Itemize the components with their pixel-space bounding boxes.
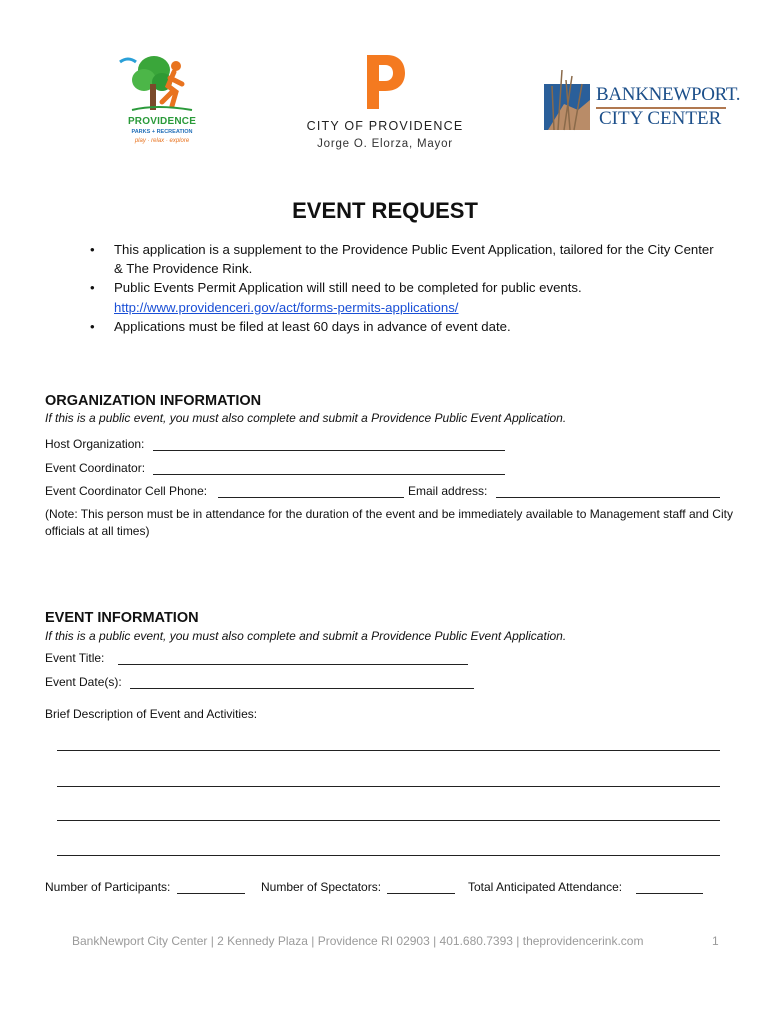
page-number: 1 <box>712 934 719 948</box>
email-address-field[interactable] <box>496 497 720 498</box>
spectators-field[interactable] <box>387 893 455 894</box>
attendance-label: Total Anticipated Attendance: <box>468 880 623 894</box>
coordinator-cell-field[interactable] <box>218 497 404 498</box>
banknewport-city-center-logo <box>544 70 741 136</box>
permits-link[interactable]: http://www.providenceri.gov/act/forms-permits-applications/ <box>114 299 459 315</box>
event-description-label: Brief Description of Event and Activities: <box>45 707 258 721</box>
event-dates-label: Event Date(s): <box>45 675 122 689</box>
host-organization-label: Host Organization: <box>45 437 145 451</box>
event-title-label: Event Title: <box>45 651 105 665</box>
attendance-field[interactable] <box>636 893 703 894</box>
marsh-grass-icon <box>544 70 594 132</box>
instruction-item <box>90 278 720 316</box>
page-title: EVENT REQUEST <box>292 198 478 223</box>
providence-p-logo-icon <box>363 55 407 109</box>
tree-runner-icon <box>112 52 202 116</box>
participants-field[interactable] <box>177 893 245 894</box>
event-section-subtitle: If this is a public event, you must also complete and submit a Providence Public Event Application. <box>45 629 567 643</box>
city-of-providence-header <box>250 55 520 150</box>
instruction-text: This application is a supplement to the Providence Public Event Application, tailored for the City Center & The Providence Rink. <box>114 242 714 277</box>
org-section-subtitle: If this is a public event, you must also complete and submit a Providence Public Event Application. <box>45 411 567 425</box>
event-coordinator-field[interactable] <box>153 474 505 475</box>
instruction-item <box>90 240 720 278</box>
instruction-text: Public Events Permit Application will still need to be completed for public events. <box>114 280 582 296</box>
parks-logo-tagline: play · relax · explore <box>134 138 190 144</box>
description-line-1[interactable] <box>57 750 720 751</box>
email-address-label: Email address: <box>408 484 488 498</box>
bank-name: BANKNEWPORT. <box>596 84 741 105</box>
description-line-3[interactable] <box>57 820 720 821</box>
host-organization-field[interactable] <box>153 450 505 451</box>
event-coordinator-label: Event Coordinator: <box>45 461 146 475</box>
event-section-heading: EVENT INFORMATION <box>45 610 199 626</box>
parks-logo-name: PROVIDENCE <box>127 116 197 127</box>
description-line-2[interactable] <box>57 786 720 787</box>
event-title-field[interactable] <box>118 664 468 665</box>
footer-contact: BankNewport City Center | 2 Kennedy Plaza | Providence RI 02903 | 401.680.7393 | theprovidencerink.com <box>72 934 644 948</box>
city-center-name: CITY CENTER <box>599 108 722 129</box>
description-line-4[interactable] <box>57 855 720 856</box>
coordinator-cell-label: Event Coordinator Cell Phone: <box>45 484 208 498</box>
parks-logo-sub: PARKS + RECREATION <box>131 129 193 135</box>
instructions-list <box>90 240 720 336</box>
providence-parks-logo <box>112 52 202 152</box>
participants-label: Number of Participants: <box>45 880 171 894</box>
coordinator-note: (Note: This person must be in attendance for the duration of the event and be immediately available to Management staff and City officials at all times) <box>45 507 733 538</box>
org-section-heading: ORGANIZATION INFORMATION <box>45 393 262 409</box>
mayor-name: Jorge O. Elorza, Mayor <box>317 138 453 150</box>
instruction-text: Applications must be filed at least 60 days in advance of event date. <box>114 318 511 334</box>
event-dates-field[interactable] <box>130 688 474 689</box>
spectators-label: Number of Spectators: <box>261 880 382 894</box>
instruction-item <box>90 317 720 336</box>
city-name: CITY OF PROVIDENCE <box>306 119 464 133</box>
